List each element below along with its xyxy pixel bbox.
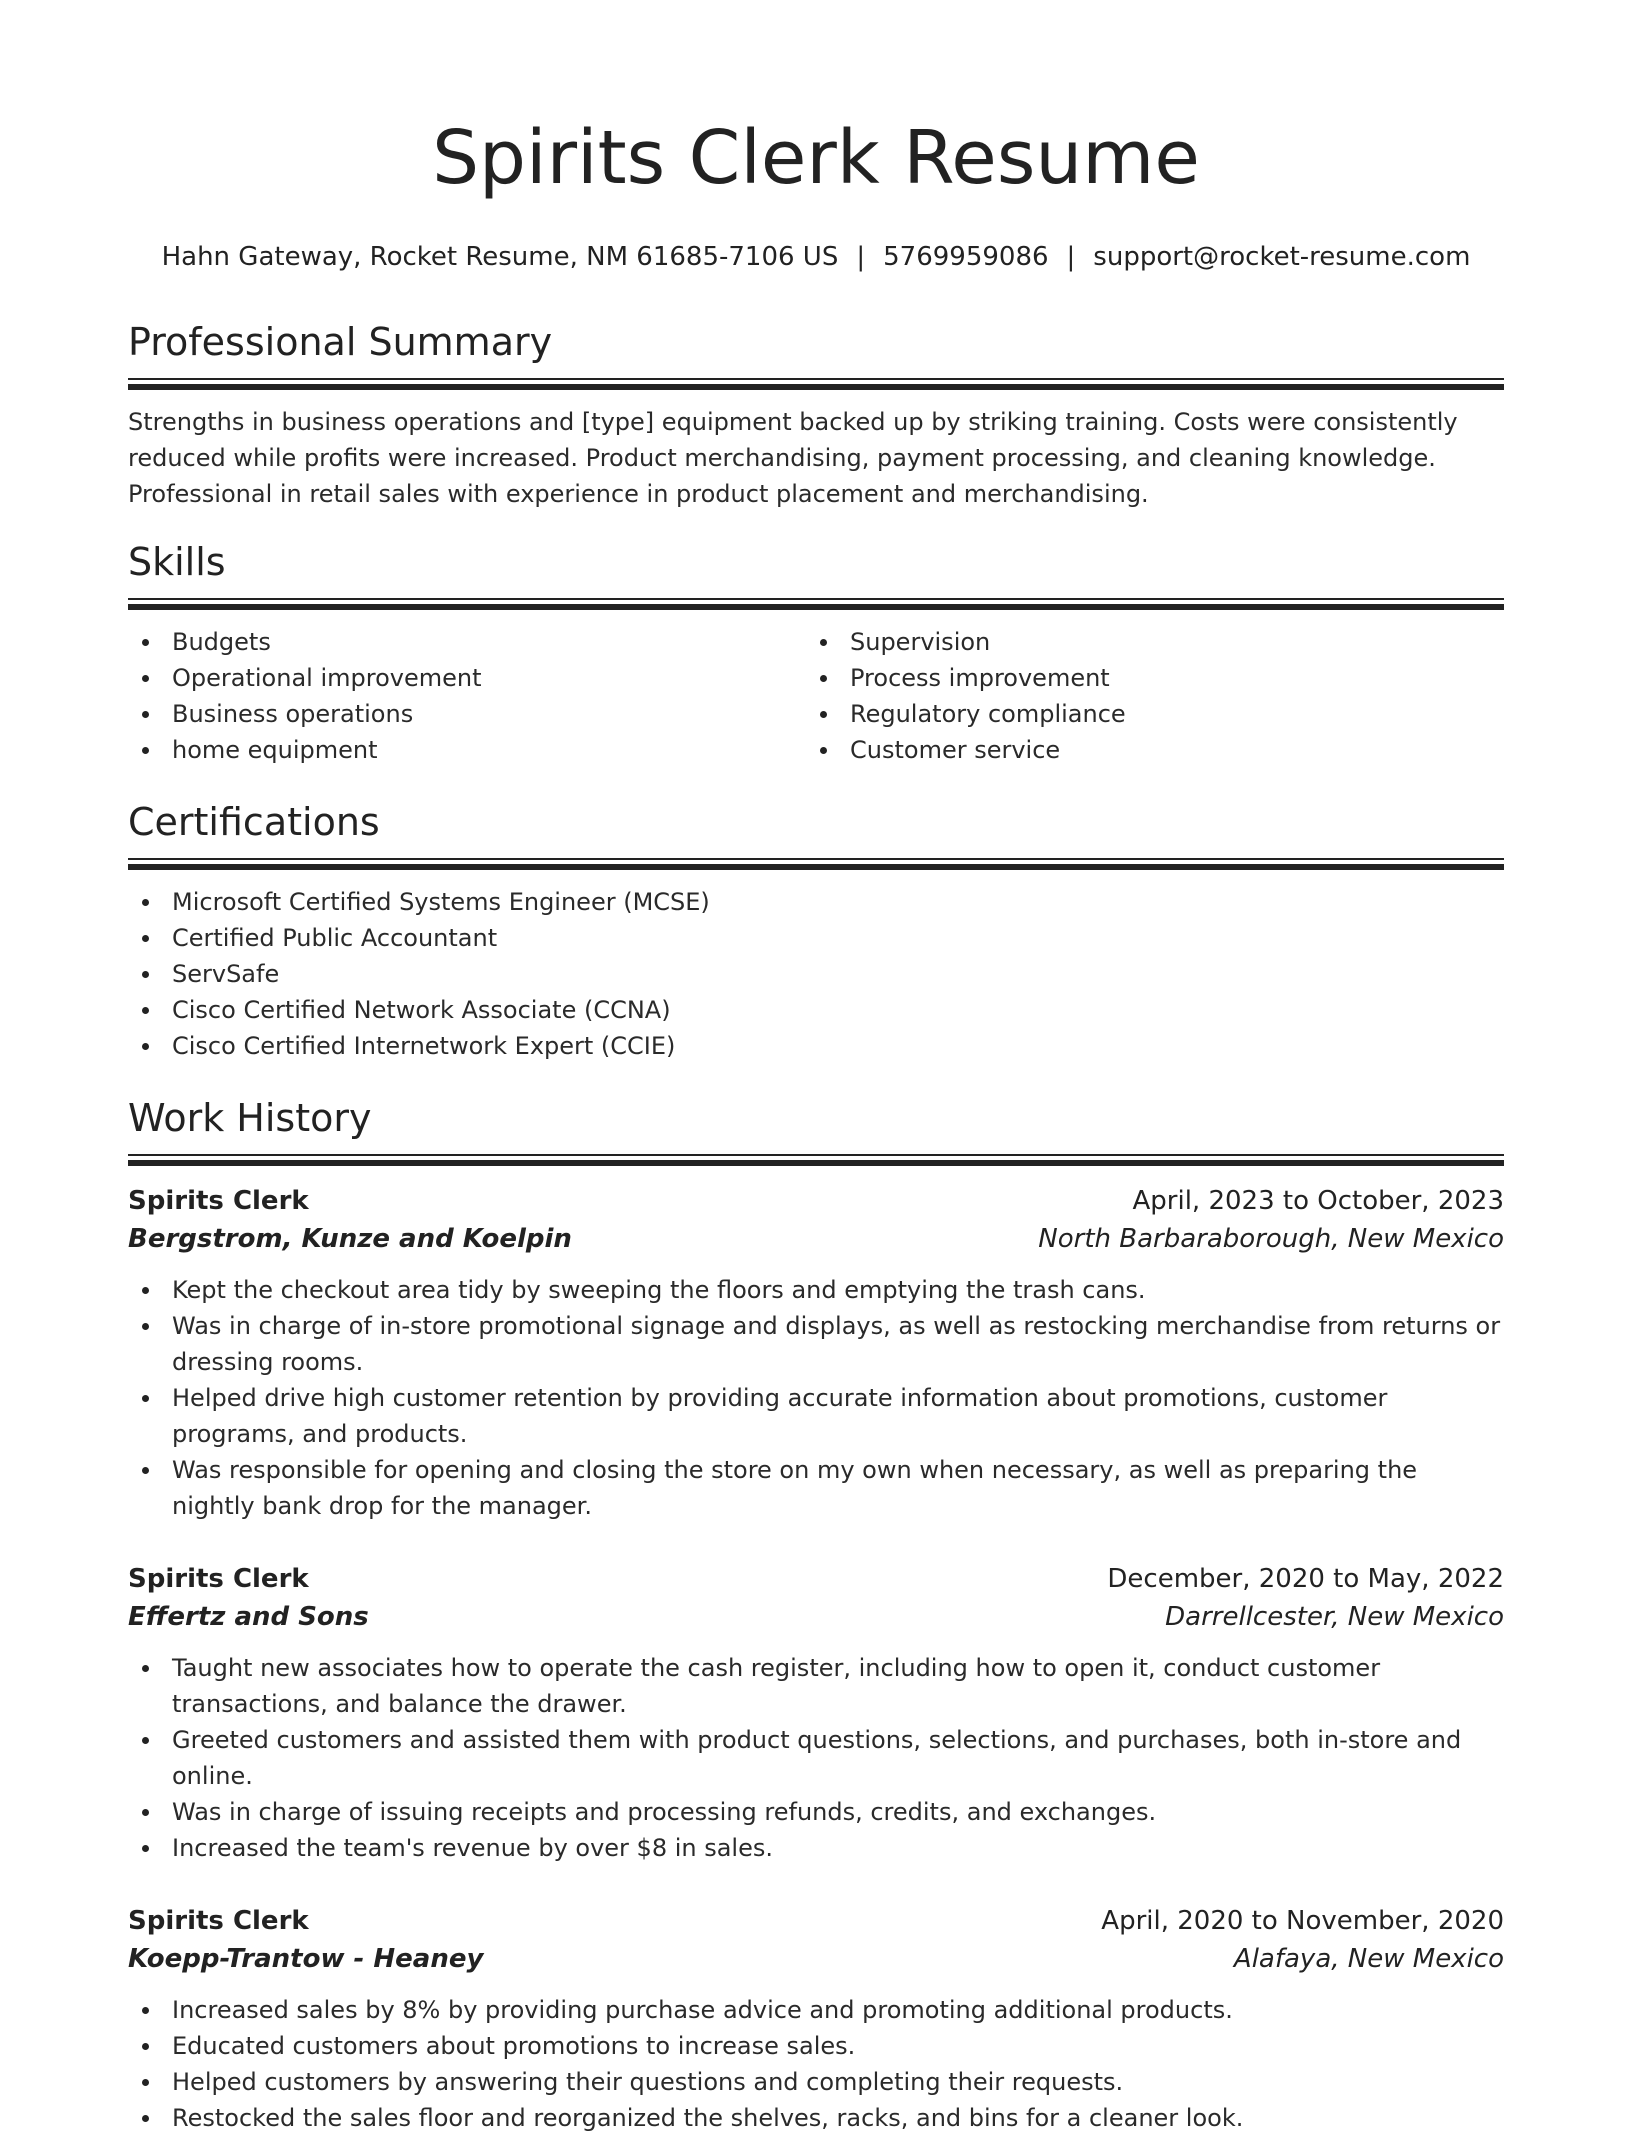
job-bullet: Kept the checkout area tidy by sweeping the floors and emptying the trash cans. [128, 1272, 1504, 1308]
job-dates: April, 2023 to October, 2023 [1132, 1186, 1504, 1216]
job-dates: December, 2020 to May, 2022 [1107, 1564, 1504, 1594]
summary-section [128, 318, 1504, 512]
summary-text: Strengths in business operations and [type] equipment backed up by striking training. Costs were consistently reduced while profits were increased. Product merchandising, payment processing, and cleaning knowledge. Professional in retail sales with experience in product placement and merchandising. [128, 408, 1458, 508]
section-divider [128, 378, 1504, 390]
certifications-section [128, 798, 1504, 1064]
job-bullet: Increased sales by 8% by providing purchase advice and promoting additional products. [128, 1992, 1504, 2028]
job-title: Spirits Clerk [128, 1906, 309, 1936]
skill-item: Business operations [128, 696, 806, 732]
job-company-row [128, 1220, 1504, 1258]
job-bullet: Was in charge of in-store promotional signage and displays, as well as restocking merchandise from returns or dressing rooms. [128, 1308, 1504, 1380]
job-bullet: Greeted customers and assisted them with product questions, selections, and purchases, both in-store and online. [128, 1722, 1504, 1794]
section-divider [128, 1154, 1504, 1166]
job-header-row [128, 1182, 1504, 1220]
job-company: Koepp-Trantow - Heaney [128, 1944, 484, 1974]
job-title: Spirits Clerk [128, 1186, 309, 1216]
skill-item: Supervision [806, 624, 1484, 660]
job-bullet: Educated customers about promotions to increase sales. [128, 2028, 1504, 2064]
certification-item: Cisco Certified Internetwork Expert (CCIE) [128, 1028, 1504, 1064]
skill-item: home equipment [128, 732, 806, 768]
section-divider [128, 858, 1504, 870]
job-bullet: Taught new associates how to operate the cash register, including how to open it, conduct customer transactions, and balance the drawer. [128, 1650, 1504, 1722]
certification-item: ServSafe [128, 956, 1504, 992]
section-divider [128, 598, 1504, 610]
contact-email: support@rocket-resume.com [1093, 242, 1471, 272]
job-company-row [128, 1598, 1504, 1636]
section-heading: Work History [128, 1096, 372, 1140]
section-heading: Professional Summary [128, 320, 553, 364]
job-entry [128, 1560, 1504, 1866]
skills-grid [128, 624, 1504, 768]
contact-address: Hahn Gateway, Rocket Resume, NM 61685-7106 US [161, 242, 839, 272]
job-bullet: Restocked the sales floor and reorganized the shelves, racks, and bins for a cleaner look. [128, 2100, 1504, 2136]
skill-item: Regulatory compliance [806, 696, 1484, 732]
job-location: Darrellcester, New Mexico [1165, 1602, 1504, 1632]
job-location: North Barbaraborough, New Mexico [1038, 1224, 1504, 1254]
job-bullet: Was in charge of issuing receipts and processing refunds, credits, and exchanges. [128, 1794, 1504, 1830]
skill-item: Operational improvement [128, 660, 806, 696]
resume-title: Spirits Clerk Resume [432, 115, 1200, 201]
job-company: Bergstrom, Kunze and Koelpin [128, 1224, 572, 1254]
job-company-row [128, 1940, 1504, 1978]
job-bullet: Was responsible for opening and closing the store on my own when necessary, as well as preparing the nightly bank drop for the manager. [128, 1452, 1504, 1524]
job-bullet: Increased the team's revenue by over $8 in sales. [128, 1830, 1504, 1866]
job-entry [128, 1182, 1504, 1524]
job-bullet-list [128, 1650, 1504, 1866]
job-header-row [128, 1560, 1504, 1598]
certification-item: Certified Public Accountant [128, 920, 1504, 956]
job-bullet: Helped customers by answering their questions and completing their requests. [128, 2064, 1504, 2100]
job-company: Effertz and Sons [128, 1602, 369, 1632]
skills-section [128, 538, 1504, 768]
job-entry [128, 1902, 1504, 2136]
contact-phone: 5769959086 [883, 242, 1049, 272]
contact-separator: | [856, 242, 866, 272]
skill-item: Customer service [806, 732, 1484, 768]
job-title: Spirits Clerk [128, 1564, 309, 1594]
section-heading: Skills [128, 540, 226, 584]
certifications-list [128, 884, 1504, 1064]
contact-separator: | [1066, 242, 1076, 272]
skills-column-right [806, 624, 1484, 768]
work-history-section [128, 1094, 1504, 2136]
certification-item: Microsoft Certified Systems Engineer (MCSE) [128, 884, 1504, 920]
section-heading: Certifications [128, 800, 380, 844]
job-bullet-list [128, 1272, 1504, 1524]
job-location: Alafaya, New Mexico [1233, 1944, 1504, 1974]
skills-column-left [128, 624, 806, 768]
skill-item: Budgets [128, 624, 806, 660]
skill-item: Process improvement [806, 660, 1484, 696]
job-dates: April, 2020 to November, 2020 [1101, 1906, 1504, 1936]
contact-line [128, 238, 1504, 276]
certification-item: Cisco Certified Network Associate (CCNA) [128, 992, 1504, 1028]
job-bullet: Helped drive high customer retention by providing accurate information about promotions, customer programs, and products. [128, 1380, 1504, 1452]
job-header-row [128, 1902, 1504, 1940]
job-bullet-list [128, 1992, 1504, 2136]
